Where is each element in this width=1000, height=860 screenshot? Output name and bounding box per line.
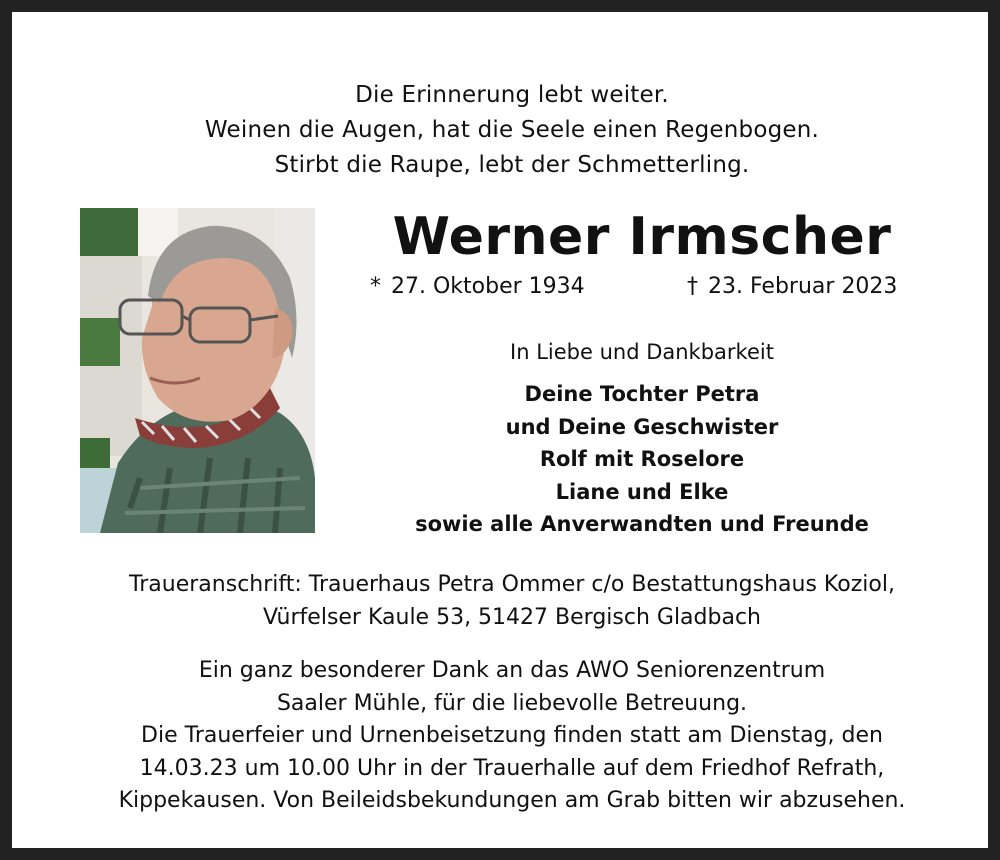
info-line: Die Trauerfeier und Urnenbeisetzung finden statt am Dienstag, den xyxy=(141,723,883,748)
mourners-list xyxy=(342,378,942,541)
portrait-image xyxy=(80,208,315,533)
thanks-and-funeral-info xyxy=(52,655,972,818)
mourner-line: Deine Tochter Petra xyxy=(524,382,760,406)
address-line: Vürfelser Kaule 53, 51427 Bergisch Gladbach xyxy=(263,605,761,630)
info-line: Saaler Mühle, für die liebevolle Betreuung. xyxy=(276,690,748,716)
mourning-address xyxy=(52,568,972,634)
birth-date-line xyxy=(370,271,585,303)
info-line: 14.03.23 um 10.00 Uhr in der Trauerhalle auf dem Friedhof Refrath, xyxy=(139,755,885,781)
death-date-line xyxy=(687,271,897,303)
mourner-line: sowie alle Anverwandten und Freunde xyxy=(415,512,869,536)
memorial-poem xyxy=(72,78,952,183)
birth-star-icon: * xyxy=(370,274,381,299)
death-date: 23. Februar 2023 xyxy=(708,274,898,299)
mourner-line: und Deine Geschwister xyxy=(505,414,779,439)
info-line: Kippekausen. Von Beileidsbekundungen am Grab bitten wir abzusehen. xyxy=(118,788,906,813)
birth-date: 27. Oktober 1934 xyxy=(391,274,585,299)
address-line: Traueranschrift: Trauerhaus Petra Ommer c/o Bestattungshaus Koziol, xyxy=(129,572,895,597)
mourner-line: Rolf mit Roselore xyxy=(539,447,745,471)
mourners-intro: In Liebe und Dankbarkeit xyxy=(510,340,774,364)
poem-line: Die Erinnerung lebt weiter. xyxy=(355,82,669,108)
info-line: Ein ganz besonderer Dank an das AWO Seniorenzentrum xyxy=(198,658,826,683)
portrait-photo xyxy=(80,208,315,533)
deceased-name: Werner Irmscher xyxy=(392,207,892,267)
mourner-line: Liane und Elke xyxy=(555,479,729,504)
poem-line: Stirbt die Raupe, lebt der Schmetterling. xyxy=(274,152,750,178)
poem-line: Weinen die Augen, hat die Seele einen Regenbogen. xyxy=(204,117,820,143)
death-cross-icon: † xyxy=(687,274,698,299)
